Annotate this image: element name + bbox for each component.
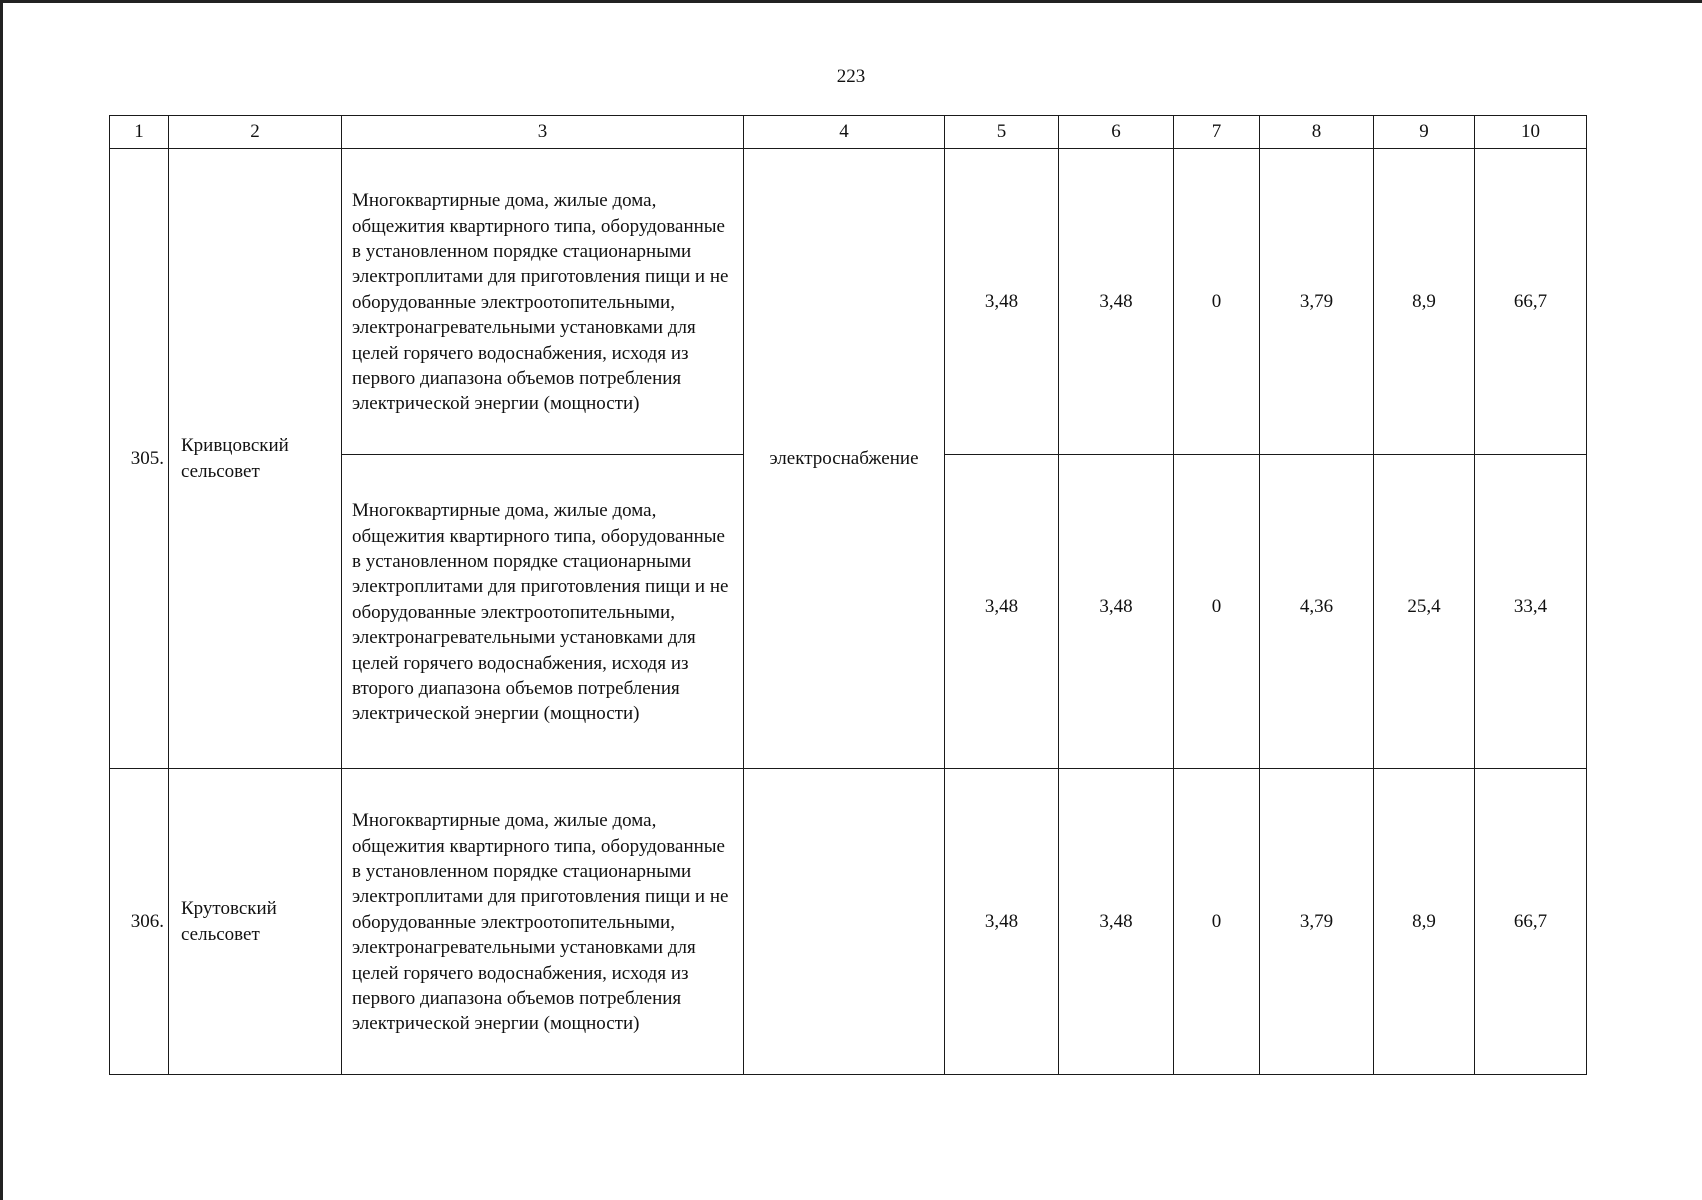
cell-col-9: 25,4	[1374, 455, 1475, 769]
cell-col-10: 33,4	[1475, 455, 1587, 769]
service-type: электроснабжение	[744, 149, 945, 769]
cell-col-5: 3,48	[945, 149, 1059, 455]
tariff-table	[109, 115, 1587, 1075]
table-row-305-range-1	[110, 149, 1587, 455]
cell-col-7: 0	[1174, 149, 1260, 455]
consumer-description: Многоквартирные дома, жилые дома, общежития квартирного типа, оборудованные в установленном порядке стационарными электроплитами для приготовления пищи и не оборудованные электроотопительными, электронагревательными установками для целей горячего водоснабжения, исходя из второго диапазона объемов потребления электрической энергии (мощности)	[342, 455, 744, 769]
header-col-7: 7	[1174, 116, 1260, 149]
header-col-8: 8	[1260, 116, 1374, 149]
header-col-1: 1	[110, 116, 169, 149]
page-number: 223	[836, 66, 866, 87]
header-col-3: 3	[342, 116, 744, 149]
header-col-5: 5	[945, 116, 1059, 149]
header-col-10: 10	[1475, 116, 1587, 149]
cell-col-10: 66,7	[1475, 769, 1587, 1075]
cell-col-7: 0	[1174, 769, 1260, 1075]
cell-col-6: 3,48	[1059, 455, 1174, 769]
cell-col-6: 3,48	[1059, 149, 1174, 455]
row-number: 306.	[110, 769, 169, 1075]
cell-col-8: 3,79	[1260, 769, 1374, 1075]
cell-col-6: 3,48	[1059, 769, 1174, 1075]
cell-col-8: 4,36	[1260, 455, 1374, 769]
cell-col-5: 3,48	[945, 455, 1059, 769]
cell-col-7: 0	[1174, 455, 1260, 769]
cell-col-9: 8,9	[1374, 149, 1475, 455]
settlement-name: Крутовский сельсовет	[169, 769, 342, 1075]
cell-col-10: 66,7	[1475, 149, 1587, 455]
scan-top-edge	[0, 0, 1702, 3]
header-row	[110, 116, 1587, 149]
consumer-description: Многоквартирные дома, жилые дома, общежития квартирного типа, оборудованные в установленном порядке стационарными электроплитами для приготовления пищи и не оборудованные электроотопительными, электронагревательными установками для целей горячего водоснабжения, исходя из первого диапазона объемов потребления электрической энергии (мощности)	[342, 149, 744, 455]
header-col-4: 4	[744, 116, 945, 149]
settlement-name: Кривцовский сельсовет	[169, 149, 342, 769]
table-row-306	[110, 769, 1587, 1075]
service-type	[744, 769, 945, 1075]
header-col-9: 9	[1374, 116, 1475, 149]
header-col-6: 6	[1059, 116, 1174, 149]
cell-col-5: 3,48	[945, 769, 1059, 1075]
row-number: 305.	[110, 149, 169, 769]
cell-col-9: 8,9	[1374, 769, 1475, 1075]
header-col-2: 2	[169, 116, 342, 149]
scan-left-edge	[0, 0, 3, 1200]
cell-col-8: 3,79	[1260, 149, 1374, 455]
consumer-description: Многоквартирные дома, жилые дома, общежития квартирного типа, оборудованные в установленном порядке стационарными электроплитами для приготовления пищи и не оборудованные электроотопительными, электронагревательными установками для целей горячего водоснабжения, исходя из первого диапазона объемов потребления электрической энергии (мощности)	[342, 769, 744, 1075]
